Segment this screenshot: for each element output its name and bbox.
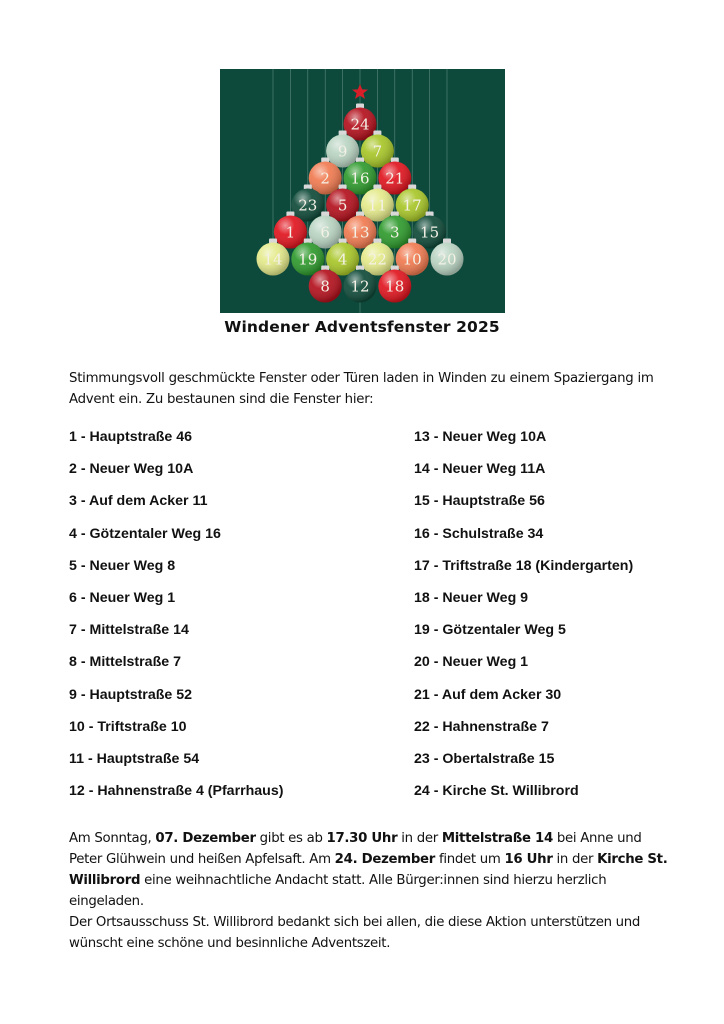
ornament-number: 6 bbox=[320, 223, 330, 242]
closing-text bbox=[69, 828, 669, 954]
ornament-number: 22 bbox=[367, 250, 387, 269]
ornament-number: 11 bbox=[367, 196, 387, 215]
ornament-number: 13 bbox=[350, 223, 370, 242]
text-run: gibt es ab bbox=[255, 831, 327, 846]
ornament-number: 23 bbox=[298, 196, 318, 215]
list-item: 21 - Auf dem Acker 30 bbox=[414, 686, 562, 703]
list-item: 9 - Hauptstraße 52 bbox=[69, 686, 192, 703]
intro-text: Stimmungsvoll geschmückte Fenster oder Türen laden in Winden zu einem Spaziergang im Advent ein. Zu bestaunen sind die Fenster hier: bbox=[69, 371, 654, 407]
page-title: Windener Adventsfenster 2025 bbox=[224, 318, 500, 336]
list-item: 13 - Neuer Weg 10A bbox=[414, 429, 547, 445]
list-item: 3 - Auf dem Acker 11 bbox=[69, 493, 208, 510]
list-item: 5 - Neuer Weg 8 bbox=[69, 557, 176, 574]
time-highlight: 17.30 Uhr bbox=[326, 831, 398, 846]
date-highlight: 07. Dezember bbox=[155, 831, 256, 846]
text-run: bei Anne und Peter Glühwein und heißen Apfelsaft. Am bbox=[69, 831, 642, 867]
text-run: eine weihnachtliche Andacht statt. Alle Bürger:innen sind hierzu herzlich eingeladen. bbox=[69, 873, 607, 909]
list-item: 2 - Neuer Weg 10A bbox=[69, 461, 194, 478]
ornament-number: 19 bbox=[298, 250, 318, 269]
text-run: in der bbox=[397, 831, 442, 846]
list-item: 19 - Götzentaler Weg 5 bbox=[414, 622, 566, 639]
thanks-paragraph: Der Ortsausschuss St. Willibrord bedankt sich bei allen, die diese Aktion unterstützen und wünscht eine schöne und besinnliche Adventszeit. bbox=[69, 915, 641, 951]
ornament-number: 9 bbox=[337, 142, 348, 161]
list-item: 8 - Mittelstraße 7 bbox=[69, 654, 181, 671]
ornament-number: 18 bbox=[385, 277, 405, 296]
ornament-number: 10 bbox=[402, 250, 422, 269]
ornament-tree-illustration bbox=[220, 69, 505, 313]
ornament-number: 8 bbox=[320, 277, 330, 296]
window-list-right bbox=[414, 428, 633, 814]
ornament-number: 5 bbox=[337, 196, 348, 215]
ornament-number: 7 bbox=[372, 142, 383, 161]
ornament-number: 2 bbox=[320, 169, 330, 188]
ornament-number: 17 bbox=[402, 196, 422, 215]
text-run: Am Sonntag, bbox=[69, 831, 156, 846]
location-highlight: Kirche St. Willibrord bbox=[69, 852, 668, 888]
text-run: findet um bbox=[435, 852, 505, 867]
list-item: 14 - Neuer Weg 11A bbox=[414, 461, 546, 478]
ornament-number: 16 bbox=[350, 169, 370, 188]
list-item: 1 - Hauptstraße 46 bbox=[69, 429, 192, 445]
ornament-number: 14 bbox=[263, 250, 283, 269]
date-highlight: 24. Dezember bbox=[334, 852, 436, 867]
ornament-number: 15 bbox=[420, 223, 440, 242]
list-item: 18 - Neuer Weg 9 bbox=[414, 589, 529, 606]
ornament-number: 12 bbox=[350, 277, 370, 296]
time-highlight: 16 Uhr bbox=[504, 852, 553, 867]
list-item: 10 - Triftstraße 10 bbox=[69, 718, 187, 735]
ornament-number: 3 bbox=[390, 223, 400, 242]
ornament-number: 24 bbox=[350, 115, 370, 134]
list-item: 16 - Schulstraße 34 bbox=[414, 525, 544, 542]
list-item: 11 - Hauptstraße 54 bbox=[69, 750, 200, 767]
event-paragraph bbox=[69, 828, 669, 912]
text-run: in der bbox=[552, 852, 598, 867]
list-item: 23 - Obertalstraße 15 bbox=[414, 750, 555, 767]
list-item: 24 - Kirche St. Willibrord bbox=[414, 783, 579, 800]
advent-tree-image bbox=[220, 69, 505, 313]
list-item: 17 - Triftstraße 18 (Kindergarten) bbox=[414, 557, 634, 574]
list-item: 22 - Hahnenstraße 7 bbox=[414, 718, 549, 735]
ornament-number: 20 bbox=[437, 250, 457, 269]
list-item: 15 - Hauptstraße 56 bbox=[414, 493, 545, 510]
list-item: 12 - Hahnenstraße 4 (Pfarrhaus) bbox=[69, 783, 284, 800]
window-list-left bbox=[69, 428, 283, 814]
location-highlight: Mittelstraße 14 bbox=[441, 831, 553, 846]
ornament-number: 1 bbox=[285, 223, 296, 242]
list-item: 6 - Neuer Weg 1 bbox=[69, 589, 176, 606]
list-item: 20 - Neuer Weg 1 bbox=[414, 654, 529, 671]
list-item: 4 - Götzentaler Weg 16 bbox=[69, 525, 221, 542]
ornament-24 bbox=[344, 104, 377, 141]
list-item: 7 - Mittelstraße 14 bbox=[69, 622, 189, 639]
ornament-number: 4 bbox=[337, 250, 348, 269]
ornament-number: 21 bbox=[385, 169, 405, 188]
